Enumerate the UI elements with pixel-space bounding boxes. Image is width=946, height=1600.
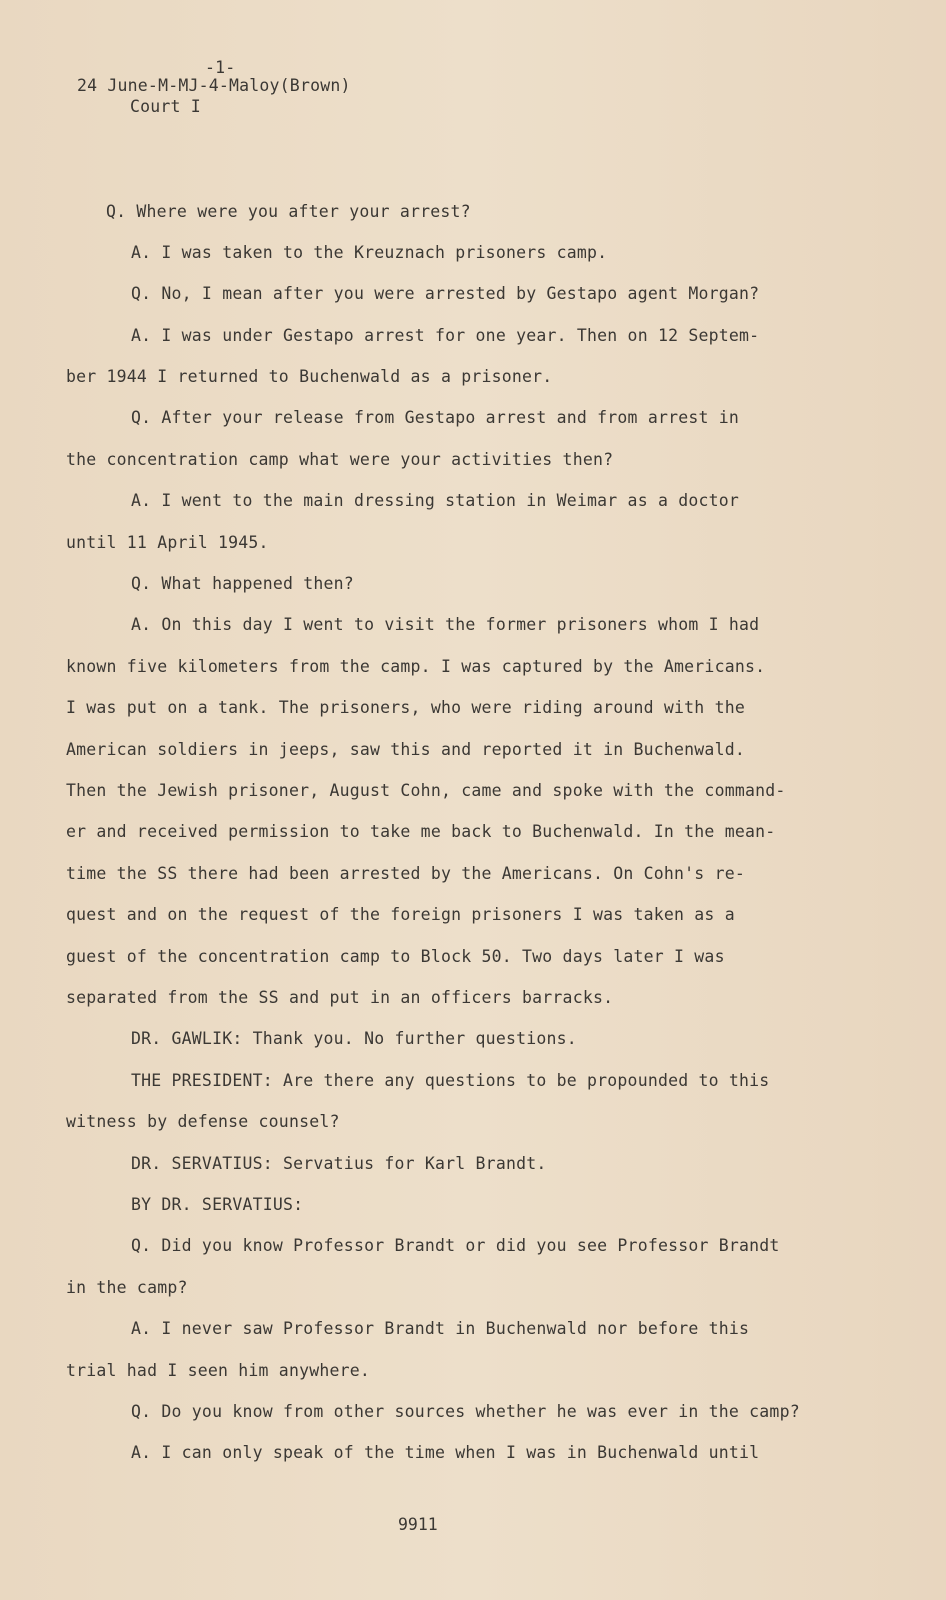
text-line: trial had I seen him anywhere. [66, 1361, 371, 1380]
text-line: Then the Jewish prisoner, August Cohn, came and spoke with the command- [66, 781, 786, 800]
text-line: ber 1944 I returned to Buchenwald as a prisoner. [66, 367, 553, 386]
text-line: witness by defense counsel? [66, 1112, 340, 1131]
text-line: separated from the SS and put in an officers barracks. [66, 988, 614, 1007]
text-line: A. I was taken to the Kreuznach prisoners camp. [131, 243, 608, 262]
text-line: DR. SERVATIUS: Servatius for Karl Brandt. [131, 1154, 547, 1173]
text-line: the concentration camp what were your activities then? [66, 450, 614, 469]
text-line: American soldiers in jeeps, saw this and reported it in Buchenwald. [66, 740, 745, 759]
text-line: er and received permission to take me back to Buchenwald. In the mean- [66, 822, 776, 841]
text-line: Q. Do you know from other sources whether he was ever in the camp? [131, 1402, 800, 1421]
text-line: DR. GAWLIK: Thank you. No further questions. [131, 1029, 577, 1048]
text-line: in the camp? [66, 1278, 188, 1297]
text-line: A. On this day I went to visit the former prisoners whom I had [131, 615, 760, 634]
text-line: Q. No, I mean after you were arrested by Gestapo agent Morgan? [131, 284, 760, 303]
text-line: Q. Did you know Professor Brandt or did you see Professor Brandt [131, 1236, 780, 1255]
text-line: A. I can only speak of the time when I was in Buchenwald until [131, 1443, 760, 1462]
text-line: time the SS there had been arrested by the Americans. On Cohn's re- [66, 864, 745, 883]
text-line: Q. What happened then? [131, 574, 354, 593]
text-line: BY DR. SERVATIUS: [131, 1195, 304, 1214]
text-line: A. I went to the main dressing station in Weimar as a doctor [131, 491, 740, 510]
text-line: Q. After your release from Gestapo arrest and from arrest in [131, 408, 740, 427]
header-reference: 24 June-M-MJ-4-Maloy(Brown) [77, 76, 351, 95]
text-line: quest and on the request of the foreign prisoners I was taken as a [66, 905, 735, 924]
page-mark: -1- [205, 58, 236, 77]
text-line: A. I never saw Professor Brandt in Buchenwald nor before this [131, 1319, 750, 1338]
text-line: Q. Where were you after your arrest? [106, 202, 471, 221]
text-line: THE PRESIDENT: Are there any questions to be propounded to this [131, 1071, 770, 1090]
text-line: I was put on a tank. The prisoners, who were riding around with the [66, 698, 745, 717]
text-line: guest of the concentration camp to Block 50. Two days later I was [66, 947, 725, 966]
page-number: 9911 [398, 1515, 438, 1534]
text-line: A. I was under Gestapo arrest for one year. Then on 12 Septem- [131, 326, 760, 345]
text-line: until 11 April 1945. [66, 533, 269, 552]
text-line: known five kilometers from the camp. I was captured by the Americans. [66, 657, 766, 676]
header-court: Court I [130, 97, 201, 116]
